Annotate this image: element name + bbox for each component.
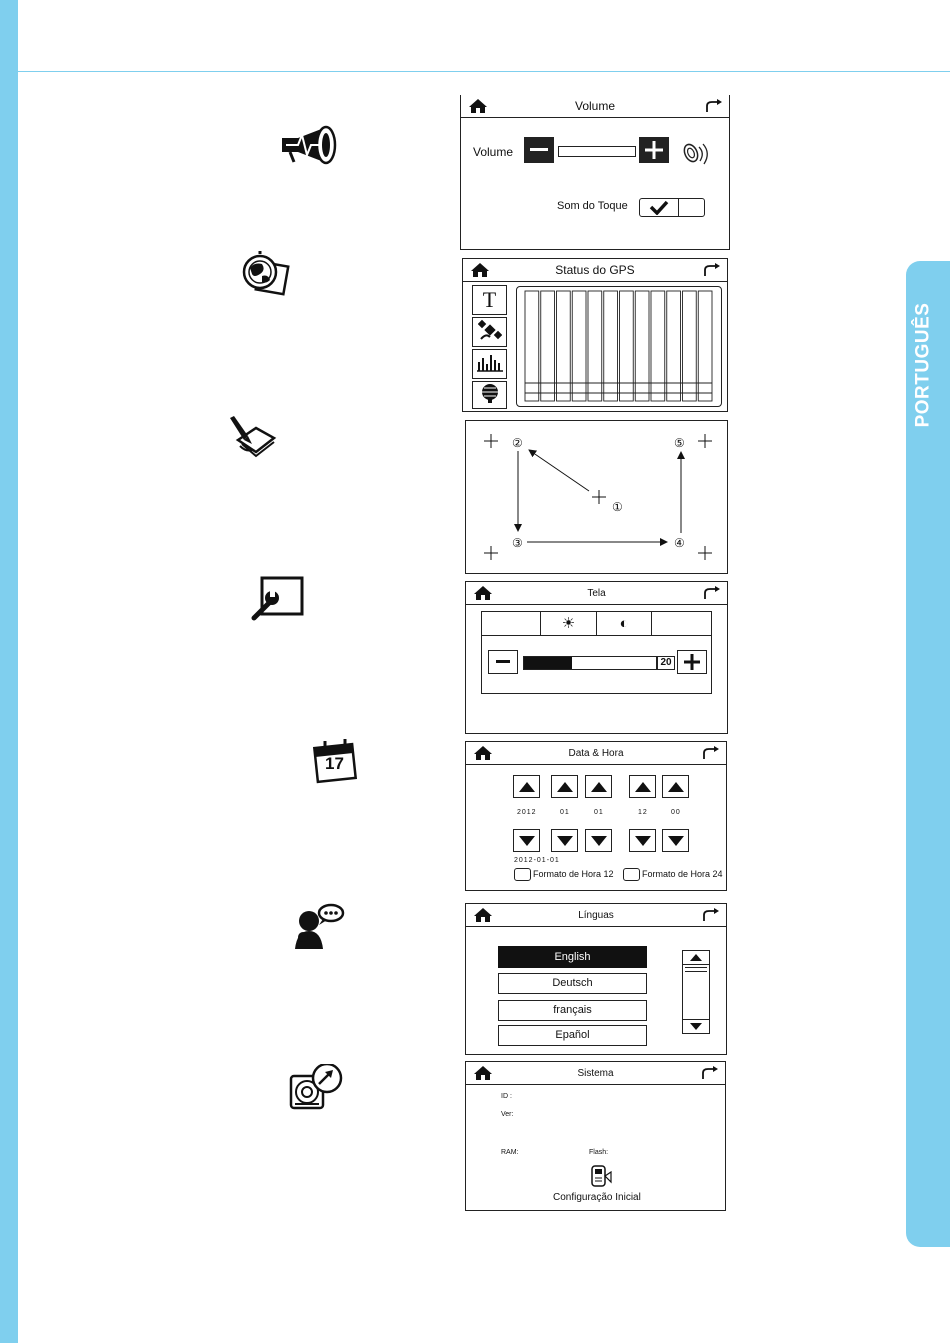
hour-down-button[interactable] — [629, 829, 656, 852]
speaker-icon — [681, 139, 713, 174]
system-panel — [465, 1061, 726, 1211]
header-rule — [18, 71, 950, 72]
signal-bars-icon — [477, 352, 503, 377]
calendar-day: 17 — [325, 754, 344, 773]
screen-level-fill — [524, 657, 572, 669]
datetime-panel — [465, 741, 727, 891]
gps-title: Status do GPS — [555, 263, 635, 277]
side-tab-label-box — [908, 300, 938, 430]
year-down-button[interactable] — [513, 829, 540, 852]
megaphone-icon — [278, 124, 340, 171]
day-value: 01 — [594, 809, 604, 816]
datetime-header — [466, 742, 726, 765]
signal-column — [572, 291, 586, 401]
calibration-point-2: ② — [512, 436, 523, 450]
month-down-button[interactable] — [551, 829, 578, 852]
volume-increase-button[interactable] — [639, 137, 669, 163]
touch-sound-toggle[interactable] — [639, 198, 705, 217]
volume-decrease-button[interactable] — [524, 137, 554, 163]
month-value: 01 — [560, 809, 570, 816]
scroll-down-button[interactable] — [683, 1019, 709, 1033]
calibration-panel — [465, 420, 728, 574]
signal-column — [698, 291, 712, 401]
crosshair-bottom-left — [484, 546, 498, 560]
system-flash-label: Flash: — [589, 1149, 609, 1156]
touch-sound-label: Som do Toque — [557, 200, 628, 212]
system-disk-icon — [289, 1064, 345, 1115]
screen-tabs — [482, 612, 711, 636]
screen-level-value: 20 — [657, 656, 675, 670]
signal-column — [651, 291, 665, 401]
hour-up-button[interactable] — [629, 775, 656, 798]
side-tab-label: PORTUGUÊS — [912, 302, 934, 428]
languages-panel — [465, 903, 727, 1055]
scroll-thumb[interactable] — [685, 967, 707, 972]
month-up-button[interactable] — [551, 775, 578, 798]
gps-status-panel — [462, 258, 728, 412]
volume-slider-track[interactable] — [558, 146, 636, 157]
system-title: Sistema — [577, 1068, 614, 1079]
calibration-point-1: ① — [612, 500, 623, 514]
factory-reset-label[interactable]: Configuração Inicial — [553, 1192, 641, 1203]
tab-contrast[interactable]: ◐ — [597, 612, 652, 635]
screen-increase-button[interactable] — [677, 650, 707, 674]
signal-column — [557, 291, 571, 401]
tab-blank-left[interactable] — [482, 612, 541, 635]
signal-column — [541, 291, 555, 401]
languages-header — [466, 904, 726, 927]
language-option-english[interactable]: English — [498, 946, 647, 968]
system-header — [466, 1062, 725, 1085]
calendar-icon — [313, 738, 361, 789]
signal-column — [588, 291, 602, 401]
year-value: 2012 — [517, 809, 537, 816]
satellite-tool-button[interactable] — [472, 317, 507, 347]
back-arrow-icon[interactable] — [702, 908, 720, 927]
gps-header — [463, 259, 727, 282]
back-arrow-icon[interactable] — [703, 263, 721, 282]
current-date: 2012-01-01 — [514, 857, 560, 864]
language-person-icon — [293, 903, 345, 956]
language-option-espanol[interactable]: Epañol — [498, 1025, 647, 1046]
back-arrow-icon[interactable] — [701, 1066, 719, 1085]
hour-value: 12 — [638, 809, 648, 816]
calibration-point-4: ④ — [674, 536, 685, 550]
arrow-1-to-2 — [529, 450, 589, 491]
minute-down-button[interactable] — [662, 829, 689, 852]
screen-header — [466, 582, 727, 605]
scroll-up-button[interactable] — [683, 951, 709, 965]
back-arrow-icon[interactable] — [702, 746, 720, 765]
gps-globe-icon — [240, 250, 290, 301]
day-down-button[interactable] — [585, 829, 612, 852]
language-option-francais[interactable]: français — [498, 1000, 647, 1021]
language-scrollbar[interactable] — [682, 950, 710, 1034]
minute-value: 00 — [671, 809, 681, 816]
calibration-point-5: ⑤ — [674, 436, 685, 450]
minute-up-button[interactable] — [662, 775, 689, 798]
screen-decrease-button[interactable] — [488, 650, 518, 674]
screen-title: Tela — [587, 588, 606, 599]
signal-tool-button[interactable] — [472, 349, 507, 379]
volume-label: Volume — [473, 145, 514, 159]
volume-header — [461, 95, 729, 118]
year-up-button[interactable] — [513, 775, 540, 798]
signal-chart — [516, 286, 722, 407]
screen-level-track[interactable] — [523, 656, 657, 670]
crosshair-top-left — [484, 434, 498, 448]
screen-wrench-icon — [250, 576, 306, 627]
format-12-checkbox[interactable] — [514, 868, 531, 881]
system-ram-label: RAM: — [501, 1149, 519, 1156]
signal-column — [683, 291, 697, 401]
datetime-title: Data & Hora — [568, 748, 624, 759]
left-accent-bar — [0, 0, 18, 1343]
languages-title: Línguas — [578, 910, 614, 921]
signal-column — [667, 291, 681, 401]
system-ver-label: Ver: — [501, 1111, 514, 1118]
signal-column — [604, 291, 618, 401]
crosshair-top-right — [698, 434, 712, 448]
text-tool-button[interactable] — [472, 285, 507, 315]
signal-column — [525, 291, 539, 401]
satellite-icon — [478, 319, 502, 346]
signal-column — [620, 291, 634, 401]
tab-blank-right[interactable] — [652, 612, 711, 635]
calibration-stylus-icon — [226, 414, 278, 463]
screen-panel — [465, 581, 728, 734]
volume-panel — [460, 95, 730, 250]
language-option-deutsch[interactable]: Deutsch — [498, 973, 647, 994]
factory-reset-icon[interactable] — [590, 1164, 612, 1193]
checkmark-icon — [648, 200, 670, 220]
system-id-label: ID : — [501, 1093, 512, 1100]
volume-title: Volume — [574, 99, 616, 113]
signal-column — [635, 291, 649, 401]
globe-tool-button[interactable] — [472, 381, 507, 409]
back-arrow-icon[interactable] — [705, 99, 723, 118]
day-up-button[interactable] — [585, 775, 612, 798]
crosshair-center — [592, 490, 606, 504]
format-24-checkbox[interactable] — [623, 868, 640, 881]
crosshair-bottom-right — [698, 546, 712, 560]
format-24-label: Formato de Hora 24 — [642, 869, 723, 879]
text-icon: T — [482, 287, 497, 312]
format-12-label: Formato de Hora 12 — [533, 869, 614, 879]
screen-settings-box — [481, 611, 712, 694]
back-arrow-icon[interactable] — [703, 586, 721, 605]
globe-icon — [480, 382, 500, 409]
calibration-point-3: ③ — [512, 536, 523, 550]
tab-brightness[interactable]: ☀ — [541, 612, 597, 635]
